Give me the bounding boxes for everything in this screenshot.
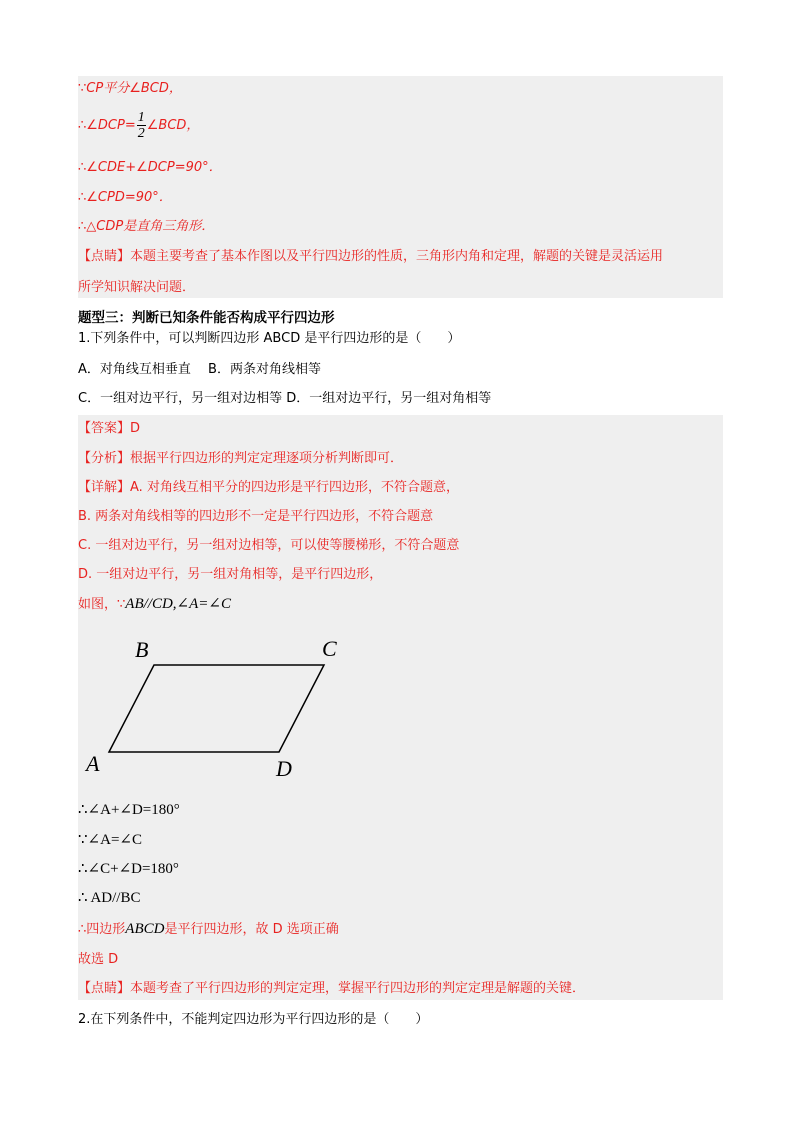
parallelogram-abcd xyxy=(109,665,324,752)
proof-line-4: ∴∠CPD=90°． xyxy=(78,190,172,205)
choose-line: 故选 D xyxy=(78,952,119,967)
question-2-stem: 2.在下列条件中，不能判定四边形为平行四边形的是（ ） xyxy=(78,1012,429,1027)
vertex-label-d: D xyxy=(276,756,292,781)
answer-tag: 【答案】 xyxy=(78,421,131,436)
detail-tag: 【详解】 xyxy=(78,480,131,495)
detail-line-d: D. 一组对边平行，另一组对角相等，是平行四边形， xyxy=(78,567,383,582)
answer-value: D xyxy=(130,421,141,436)
figure-condition: AB//CD,∠A=∠C xyxy=(125,596,231,612)
detail-text-a: A. 对角线互相平分的四边形是平行四边形，不符合题意， xyxy=(130,480,459,495)
proof-line-3: ∴∠CDE+∠DCP=90°． xyxy=(78,160,222,175)
detail-line-c: C. 一组对边平行，另一组对边相等，可以使等腰梯形，不符合题意 xyxy=(78,538,460,553)
comment-tag-bottom: 【点睛】 xyxy=(78,981,131,996)
comment-line-bottom xyxy=(78,980,585,998)
proof-step-1: ∴∠A+∠D=180° xyxy=(78,802,180,818)
vertex-label-a: A xyxy=(86,751,100,776)
section-title: 题型三：判断已知条件能否构成平行四边形 xyxy=(78,310,335,326)
proof-line-5: ∴△CDP是直角三角形． xyxy=(78,219,215,234)
conclusion-line xyxy=(78,920,339,939)
detail-line-a xyxy=(78,479,459,497)
comment-text-1: 本题主要考查了基本作图以及平行四边形的性质，三角形内角和定理，解题的关键是灵活运用 xyxy=(130,249,664,264)
analysis-tag: 【分析】 xyxy=(78,451,131,466)
proof-line-2-post: ∠BCD， xyxy=(146,118,200,133)
comment-tag: 【点睛】 xyxy=(78,249,131,264)
conclusion-abcd: ABCD xyxy=(125,921,165,937)
comment-text-bottom: 本题考查了平行四边形的判定定理，掌握平行四边形的判定定理是解题的关键． xyxy=(130,981,586,996)
proof-line-1: ∵CP平分∠BCD， xyxy=(78,81,182,96)
fraction-one-half: $\frac{1}{2}$ xyxy=(137,110,145,141)
detail-line-b: B. 两条对角线相等的四边形不一定是平行四边形，不符合题意 xyxy=(78,509,434,524)
proof-step-4: ∴ AD//BC xyxy=(78,890,141,906)
parallelogram-figure xyxy=(80,632,360,782)
vertex-label-c: C xyxy=(322,636,337,661)
proof-line-2 xyxy=(78,108,199,144)
figure-intro: 如图，∵ xyxy=(78,597,126,612)
proof-step-3: ∴∠C+∠D=180° xyxy=(78,861,179,877)
comment-line-2: 所学知识解决问题． xyxy=(78,280,196,295)
question-1-options-ab: A．对角线互相垂直 B．两条对角线相等 xyxy=(78,362,321,377)
proof-line-2-pre: ∴∠DCP= xyxy=(78,118,136,133)
conclusion-post: 是平行四边形，故 D 选项正确 xyxy=(164,922,339,937)
analysis-text: 根据平行四边形的判定定理逐项分析判断即可． xyxy=(130,451,404,466)
answer-line xyxy=(78,420,140,438)
vertex-label-b: B xyxy=(135,637,149,662)
conclusion-pre: ∴四边形 xyxy=(78,922,126,937)
comment-line-1 xyxy=(78,248,663,266)
proof-step-2: ∵∠A=∠C xyxy=(78,832,142,848)
figure-intro-line xyxy=(78,595,231,614)
question-1-options-cd: C．一组对边平行，另一组对边相等 D．一组对边平行，另一组对角相等 xyxy=(78,391,492,406)
question-1-stem: 1.下列条件中，可以判断四边形 ABCD 是平行四边形的是（ ） xyxy=(78,331,461,346)
analysis-line xyxy=(78,450,403,468)
